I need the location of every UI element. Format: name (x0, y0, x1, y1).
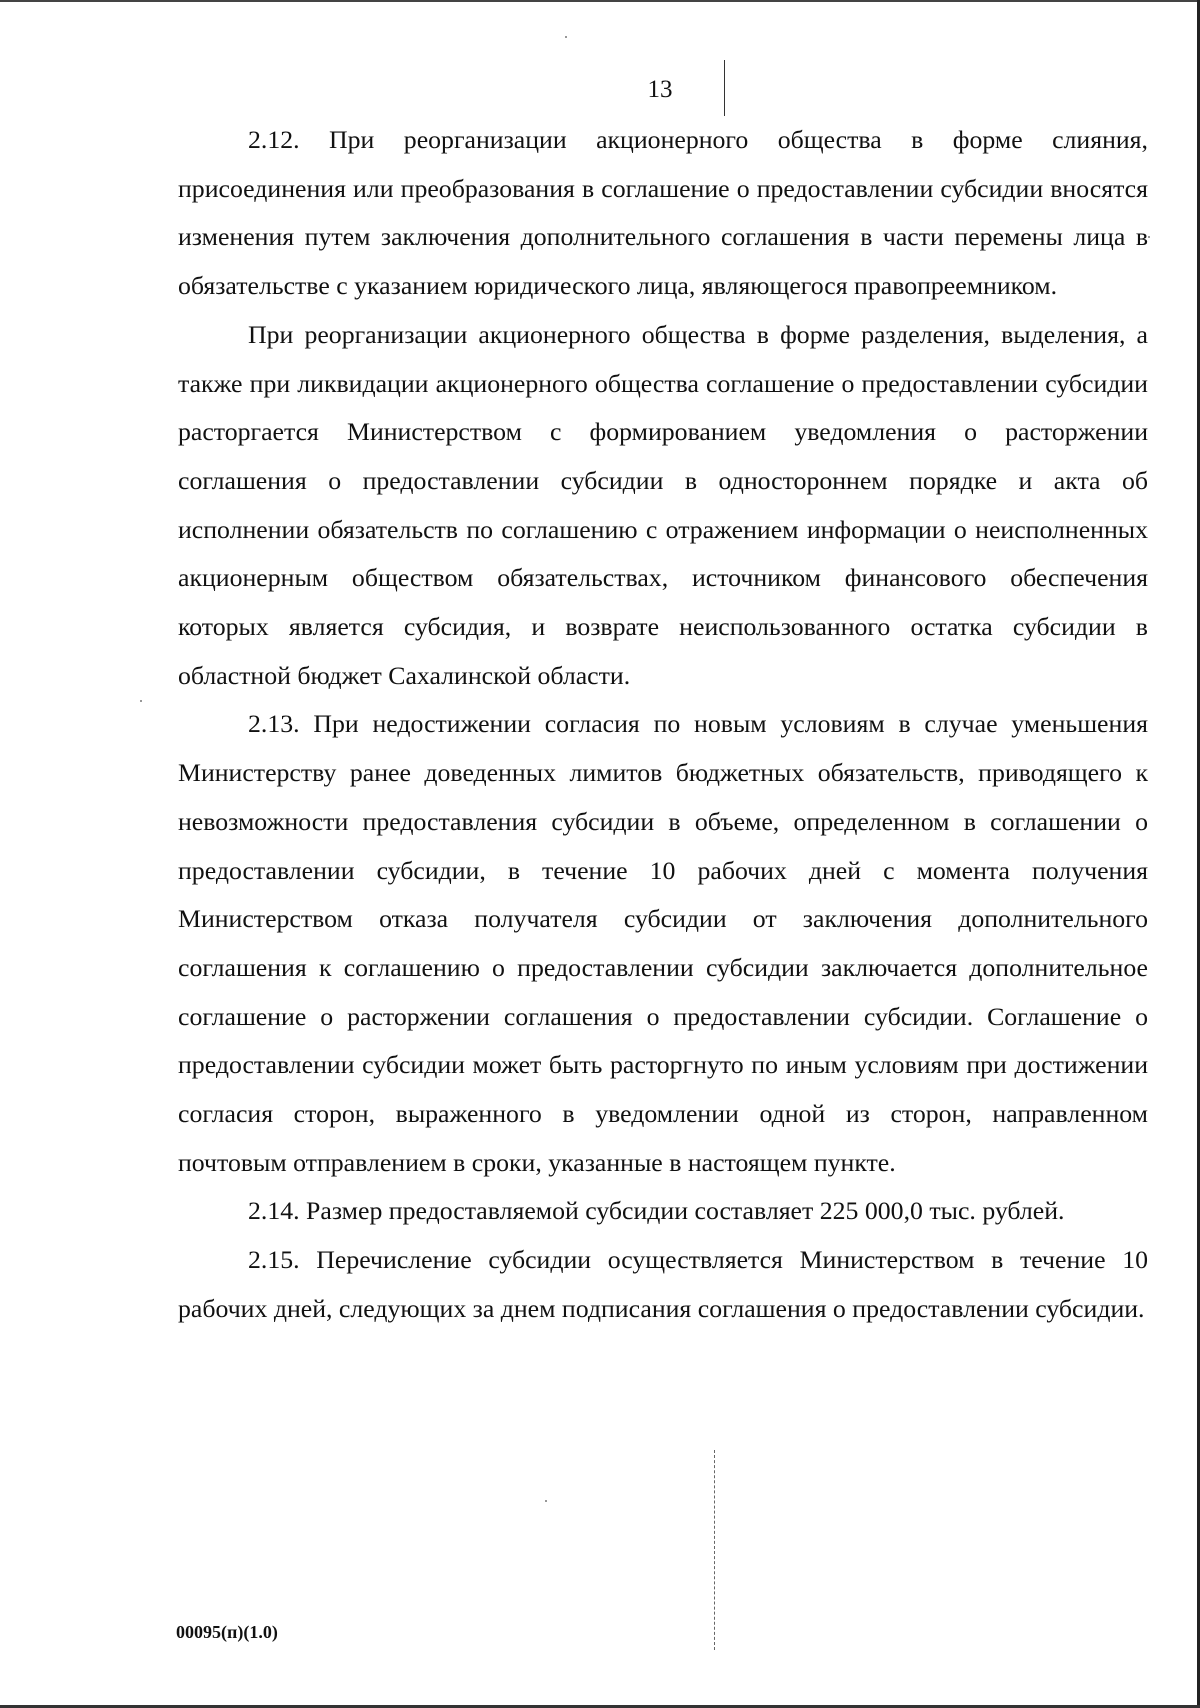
document-body (178, 116, 1148, 1334)
page-number: 13 (647, 76, 673, 103)
paragraph-2-14: 2.14. Размер предоставляемой субсидии составляет 225 000,0 тыс. рублей. (248, 1196, 1065, 1226)
footer-document-code: 00095(п)(1.0) (176, 1622, 278, 1642)
scan-speck (1148, 236, 1150, 238)
scan-speck (565, 36, 567, 38)
scan-speck (545, 1500, 547, 1502)
scan-dash-line (714, 1450, 715, 1650)
paragraph-2-15: 2.15. Перечисление субсидии осуществляется Министерством в течение 10 рабочих дней, следующих за днем подписания соглашения о предоставлении субсидии. (178, 1245, 1148, 1323)
paragraph-2-12: 2.12. При реорганизации акционерного общества в форме слияния, присоединения или преобразования в соглашение о предоставлении субсидии вносятся изменения путем заключения дополнительного соглашения в части перемены лица в обязательстве с указанием юридического лица, являющегося правопреемником. (178, 125, 1148, 301)
scan-fold-line (724, 60, 725, 116)
scan-speck (140, 700, 142, 702)
paragraph-reorganization: При реорганизации акционерного общества в форме разделения, выделения, а также при ликвидации акционерного общества соглашение о предоставлении субсидии расторгается Министерством с формированием уведомления о расторжении соглашения о предоставлении субсидии в одностороннем порядке и акта об исполнении обязательств по соглашению с отражением информации о неисполненных акционерным обществом обязательствах, источником финансового обеспечения которых является субсидия, и возврате неиспользованного остатка субсидии в областной бюджет Сахалинской области. (178, 319, 1148, 690)
paragraph-2-13: 2.13. При недостижении согласия по новым условиям в случае уменьшения Министерству ранее доведенных лимитов бюджетных обязательств, приводящего к невозможности предоставления субсидии в объеме, определенном в соглашении о предоставлении субсидии, в течение 10 рабочих дней с момента получения Министерством отказа получателя субсидии от заключения дополнительного соглашения к соглашению о предоставлении субсидии заключается дополнительное соглашение о расторжении соглашения о предоставлении субсидии. Соглашение о предоставлении субсидии может быть расторгнуто по иным условиям при достижении согласия сторон, выраженного в уведомлении одной из сторон, направленном почтовым отправлением в сроки, указанные в настоящем пункте. (178, 709, 1148, 1177)
scan-edge-top (0, 0, 1200, 2)
